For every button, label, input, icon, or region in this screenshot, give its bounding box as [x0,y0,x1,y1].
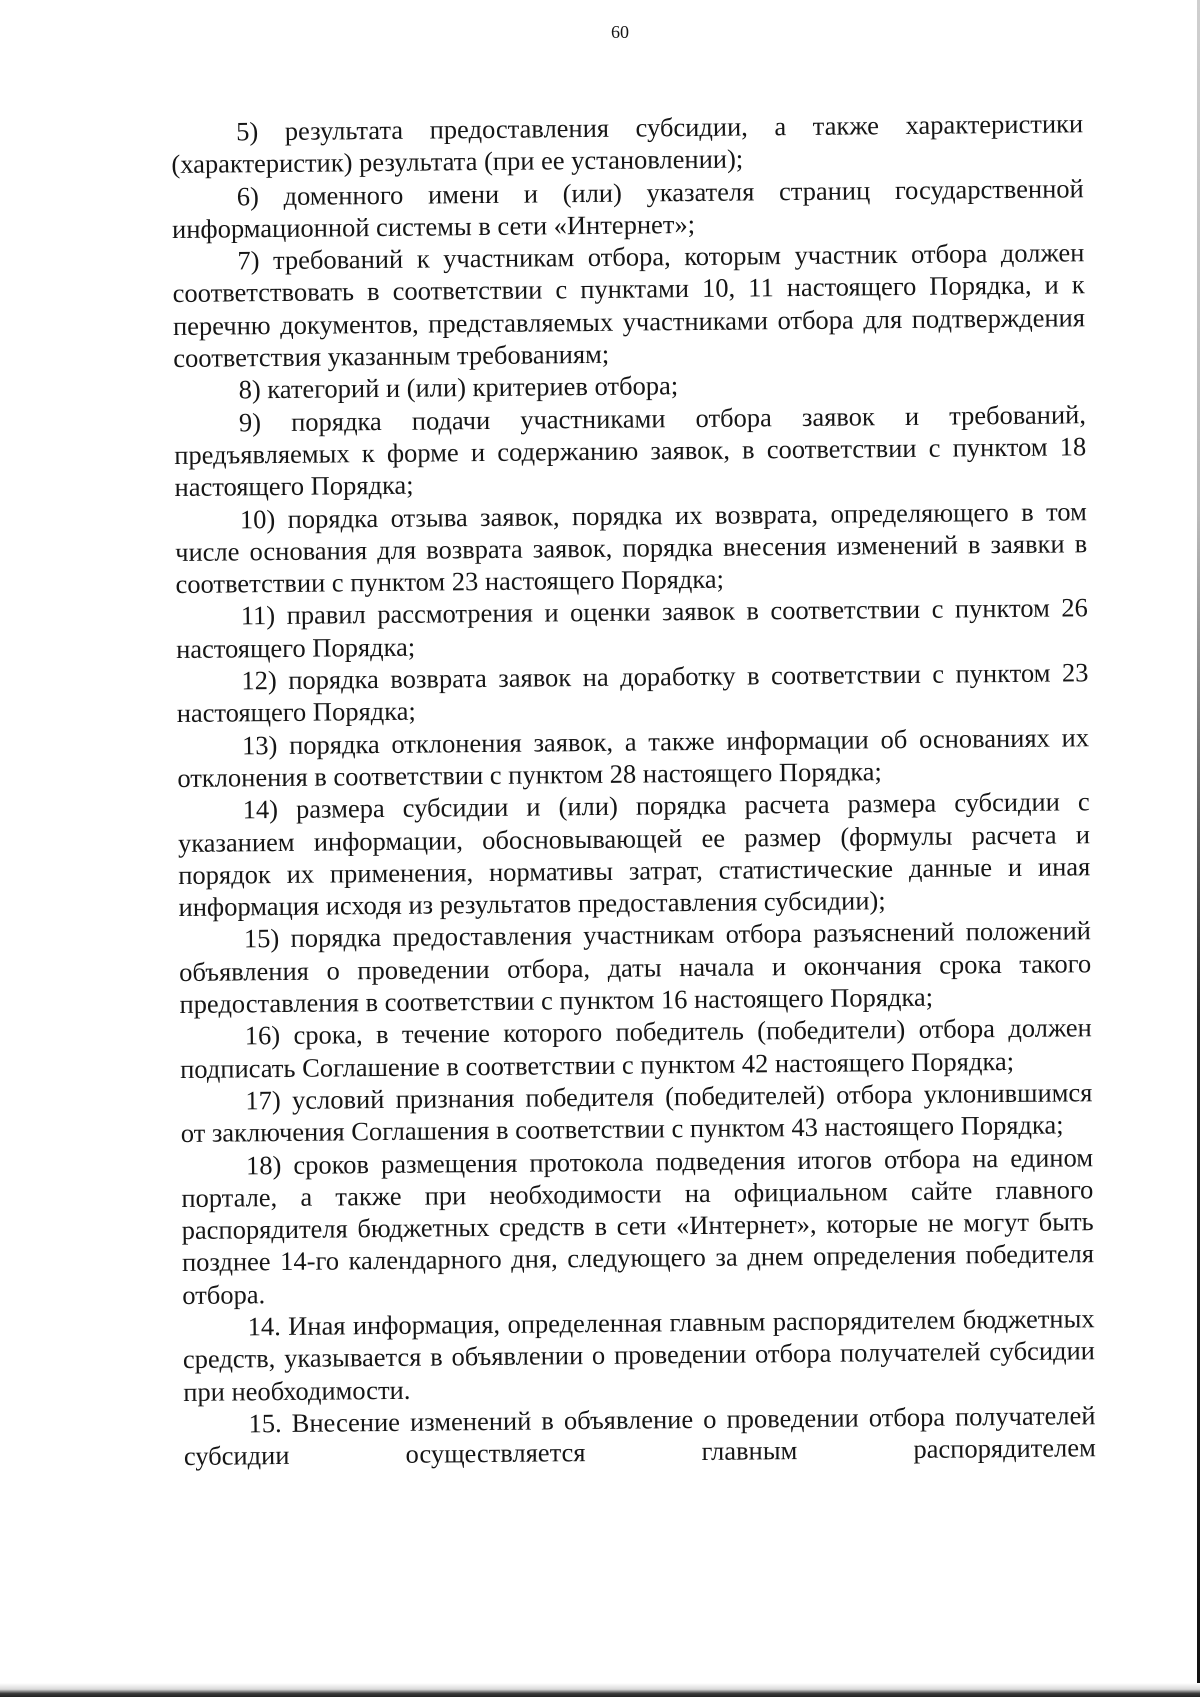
paragraph-item-15: 15) порядка предоставления участникам отбора разъяснений положений объявления о проведении отбора, даты начала и окончания срока такого предоставления в соответствии с пунктом 16 настоящего Порядка; [179,915,1092,1019]
paragraph-item-6: 6) доменного имени и (или) указателя страниц государственной информационной системы в сети «Интернет»; [171,172,1084,244]
paragraph-item-18: 18) сроков размещения протокола подведения итогов отбора на едином портале, а также при необходимости на официальном сайте главного распорядителя бюджетных средств в сети «Интернет», которые не могут быть позднее 14-го календарного дня, следующего за днем определения победителя отбора. [181,1141,1095,1310]
paragraph-item-11: 11) правил рассмотрения и оценки заявок в соответствии с пунктом 26 настоящего Порядка; [175,592,1088,664]
paragraph-item-14: 14) размера субсидии и (или) порядка расчета размера субсидии с указанием информации, обосновывающей ее размер (формулы расчета и порядок их применения, нормативы затрат, статистические данные и иная информация исходя из результатов предоставления субсидии); [177,786,1091,923]
page-number: 60 [611,22,629,42]
paragraph-item-17: 17) условий признания победителя (победителей) отбора уклонившимся от заключения Соглашения в соответствии с пунктом 43 настоящего Порядка; [180,1077,1093,1149]
paragraph-item-9: 9) порядка подачи участниками отбора заявок и требований, предъявляемых к форме и содержанию заявок, в соответствии с пунктом 18 настоящего Порядка; [174,398,1087,503]
paragraph-item-8: 8) категорий и (или) критериев отбора; [238,370,679,405]
paragraph-section-14: 14. Иная информация, определенная главным распорядителем бюджетных средств, указывается в объявлении о проведении отбора получателей субсидии при необходимости. [182,1303,1096,1407]
paragraph-item-13: 13) порядка отклонения заявок, а также информации об основаниях их отклонения в соответствии с пунктом 28 настоящего Порядка; [177,721,1090,793]
paragraph-item-5: 5) результата предоставления субсидии, а также характеристики (характеристик) результата (при ее установлении); [171,108,1084,180]
paragraph-item-16: 16) срока, в течение которого победитель (победители) отбора должен подписать Соглашение в соответствии с пунктом 42 настоящего Порядка; [180,1012,1092,1084]
paragraph-section-15: 15. Внесение изменений в объявление о проведении отбора получателей субсидии осуществляется главным распорядителем [183,1400,1096,1472]
scan-bottom-edge [0,1683,1200,1697]
paragraph-item-10: 10) порядка отзыва заявок, порядка их возврата, определяющего в том числе основания для возврата заявок, порядка внесения изменений в заявки в соответствии с пунктом 23 настоящего Порядка; [175,495,1088,600]
document-body [171,107,1096,1472]
paragraph-item-12: 12) порядка возврата заявок на доработку в соответствии с пунктом 23 настоящего Порядка; [176,657,1089,729]
paragraph-item-7: 7) требований к участникам отбора, которым участник отбора должен соответствовать в соответствии с пунктами 10, 11 настоящего Порядка, и к перечню документов, представляемых участниками отбора для подтверждения соответствия указанным требованиям; [172,237,1086,374]
